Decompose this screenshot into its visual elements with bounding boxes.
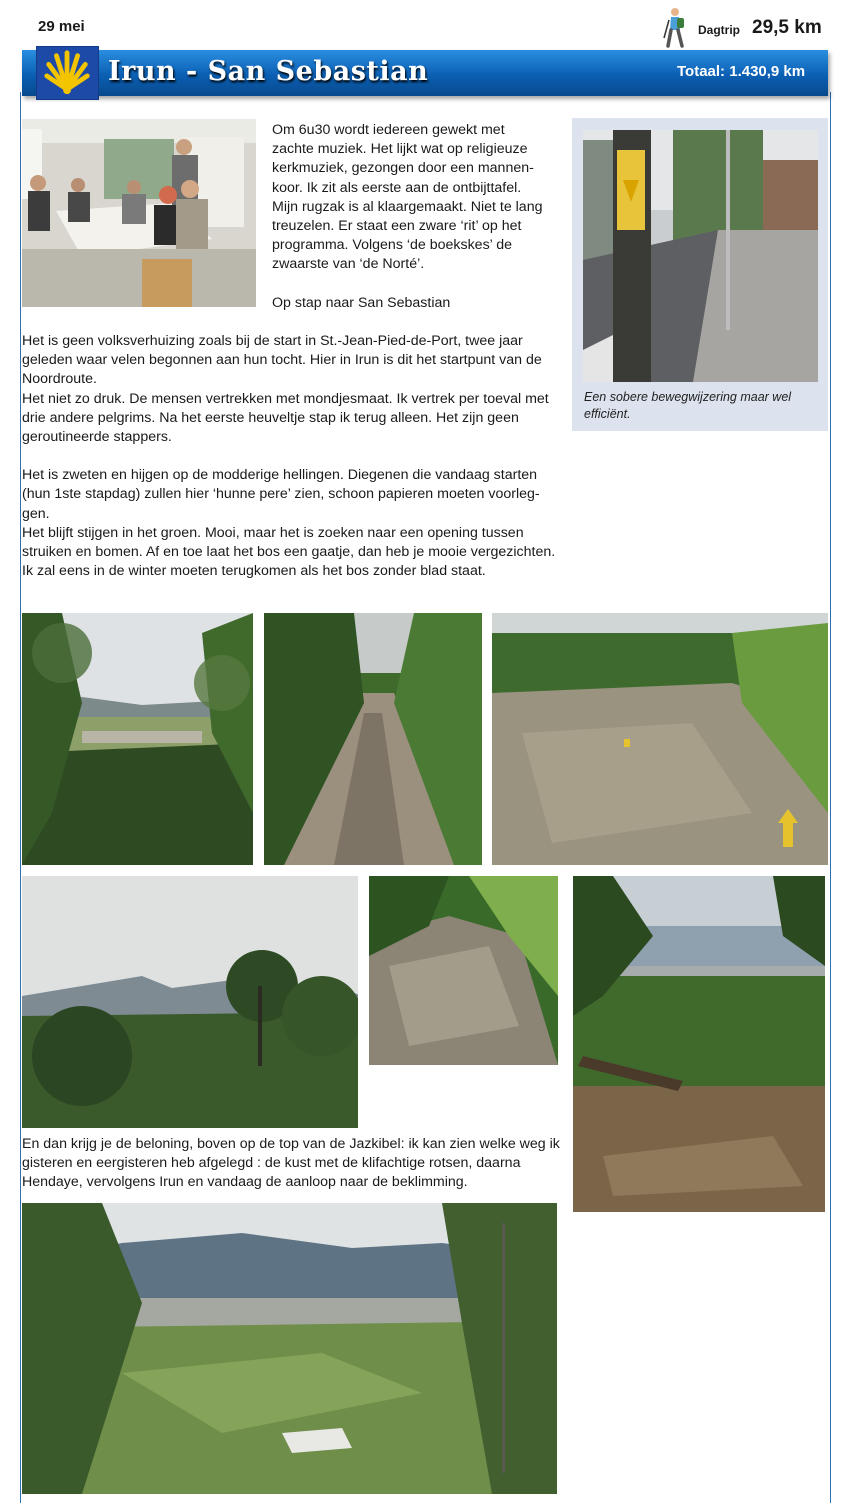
page-title: Irun - San Sebastian bbox=[108, 56, 429, 87]
rocky-trail-photo bbox=[492, 613, 828, 865]
intro-text bbox=[272, 121, 550, 313]
muddy-path-photo bbox=[264, 613, 482, 865]
paragraph-1: Het is geen volksverhuizing zoals bij de start in St.-Jean-Pied-de-Port, twee jaar geleden waar velen begonnen aan hun tocht. Hier in Irun is dit het startpunt van de Noordroute. bbox=[22, 333, 542, 388]
mountain-view-photo bbox=[22, 876, 358, 1128]
paragraph-2: Het niet zo druk. De mensen vertrekken met mondjesmaat. Ik vertrek per toeval met drie andere pelgrims. Na het eerste heuveltje stap ik terug alleen. Het zijn geen geroutineerde stappers. bbox=[22, 390, 549, 446]
date-label: 29 mei bbox=[38, 18, 85, 35]
breakfast-photo bbox=[22, 119, 256, 307]
valley-view-photo bbox=[22, 613, 253, 865]
paragraph-3: Het is zweten en hijgen op de modderige hellingen. Diegenen die vandaag starten (hun 1ste stapdag) zullen hier ‘hunne pere’ zien, schoon papieren moeten voorleg-gen. bbox=[22, 467, 540, 522]
main-text bbox=[22, 332, 567, 581]
scallop-shell-icon bbox=[36, 46, 99, 100]
trip-label: Dagtrip bbox=[698, 23, 740, 37]
stony-path-photo bbox=[369, 876, 558, 1065]
road-sign-photo bbox=[583, 130, 818, 382]
subheading: Op stap naar San Sebastian bbox=[272, 294, 451, 311]
panorama-photo bbox=[22, 1203, 557, 1494]
intro-paragraph: Om 6u30 wordt iedereen gewekt met zachte muziek. Het lijkt wat op religieuze kerkmuziek, gezongen door een mannen-koor. Ik zit als eerste aan de ontbijttafel. Mijn rugzak is al klaargemaakt. Niet te lang treuzelen. Er staat een zware ‘rit’ op het programma. Volgens ‘de boekskes’ de zwaarste van ‘de Norté’. bbox=[272, 122, 543, 273]
paragraph-5: En dan krijg je de beloning, boven op de top van de Jazkibel: ik kan zien welke weg ik gisteren en eergisteren heb afgelegd : de kust met de klifachtige rotsen, daarna Hendaye, vervolgens Irun en vandaag de aanloop naar de beklimming. bbox=[22, 1136, 560, 1191]
hiker-icon bbox=[660, 6, 690, 50]
summit-text bbox=[22, 1135, 567, 1193]
trip-distance: 29,5 km bbox=[752, 17, 822, 38]
photo-caption: Een sobere bewegwijzering maar wel efficiënt. bbox=[584, 390, 792, 421]
fallen-tree-photo bbox=[573, 876, 825, 1212]
total-distance: Totaal: 1.430,9 km bbox=[677, 63, 806, 80]
paragraph-4: Het blijft stijgen in het groen. Mooi, maar het is zoeken naar een opening tussen struiken en bomen. Af en toe laat het bos een gaatje, dan heb je mooie vergezichten. Ik zal eens in de winter moeten terugkomen als het bos zonder blad staat. bbox=[22, 524, 556, 580]
